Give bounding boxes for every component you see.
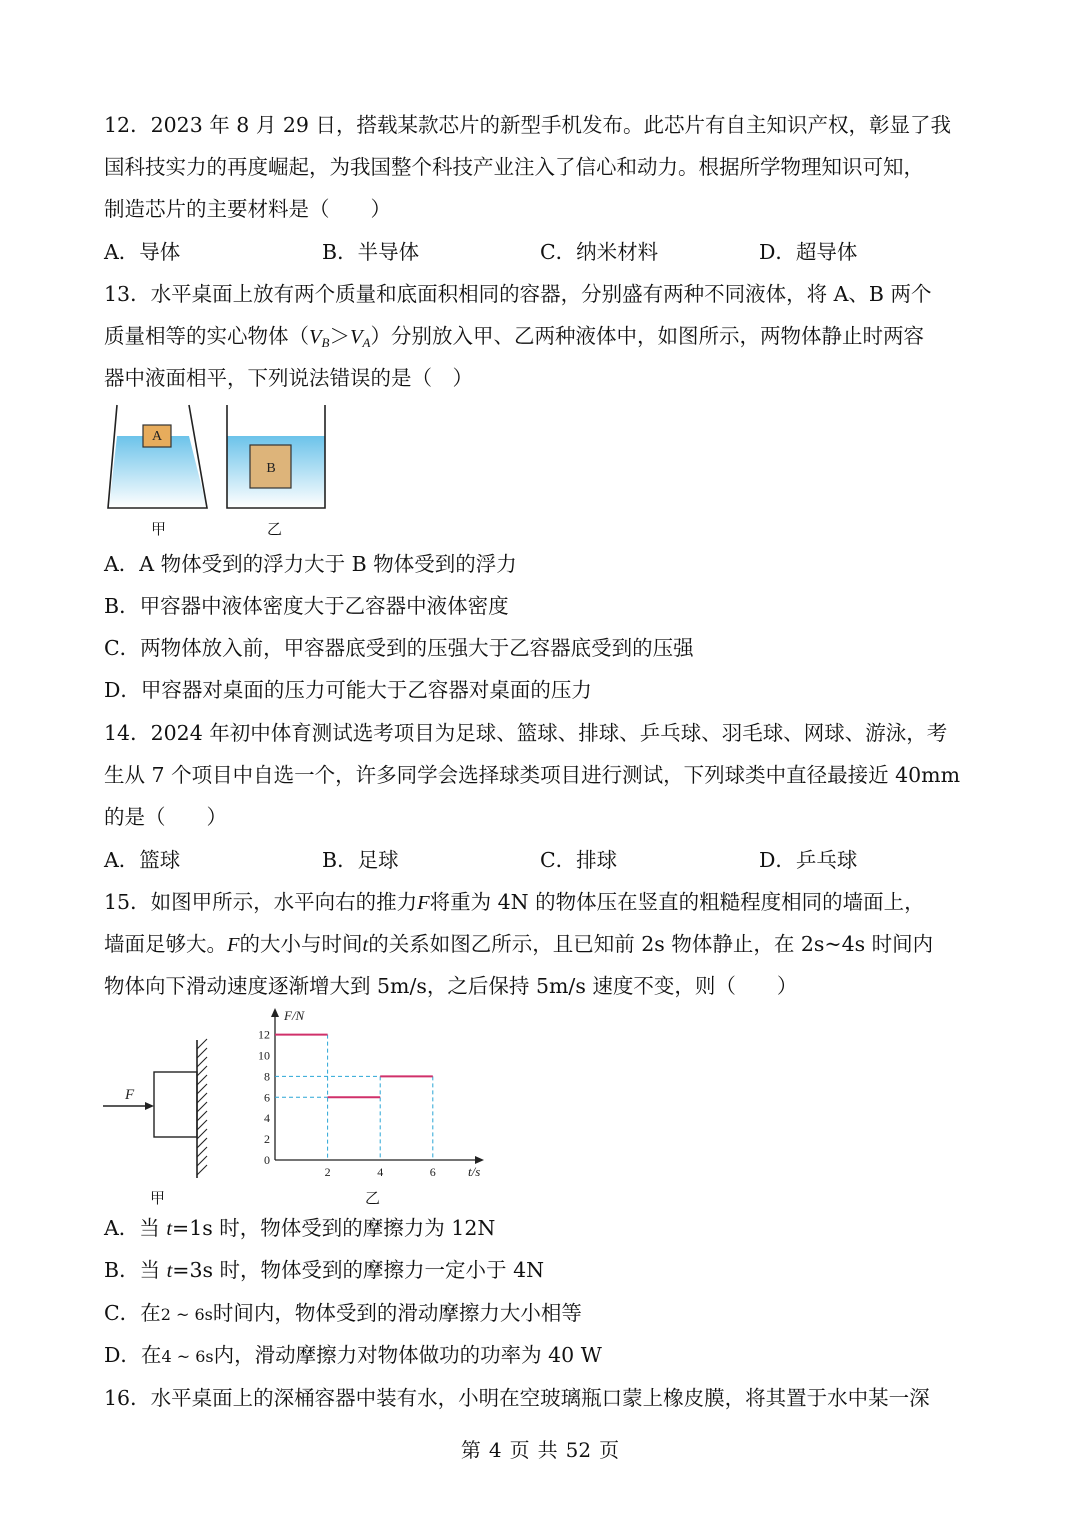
- y-tick-label: 0: [264, 1153, 270, 1167]
- y-tick-label: 10: [258, 1048, 270, 1063]
- q14-line-3: 的是（ ）: [104, 805, 227, 829]
- q12-option-a: A．导体: [104, 240, 181, 264]
- q15-option-a: A．当 t=1s 时，物体受到的摩擦力为 12N: [104, 1216, 496, 1240]
- q12-option-c: C．纳米材料: [540, 240, 659, 264]
- q14-options: [104, 847, 984, 873]
- x-tick-label: 4: [377, 1165, 384, 1179]
- q13-option-c: C．两物体放入前，甲容器底受到的压强大于乙容器底受到的压强: [104, 636, 694, 660]
- y-axis-label: F/N: [284, 1008, 305, 1023]
- q15-figure-label-jia: 甲: [150, 1189, 166, 1207]
- q14-option-d: D．乒乓球: [759, 848, 858, 872]
- wall-hatching: [197, 1039, 207, 1175]
- q13-line-3: 器中液面相平，下列说法错误的是（ ）: [104, 366, 473, 390]
- x-axis-label: t/s: [468, 1164, 481, 1179]
- q15-line-3: 物体向下滑动速度逐渐增大到 5m/s，之后保持 5m/s 速度不变，则（ ）: [104, 974, 798, 998]
- q13-option-a: A．A 物体受到的浮力大于 B 物体受到的浮力: [104, 552, 517, 576]
- q15-figure-label-yi: 乙: [365, 1189, 381, 1207]
- x-axis-arrowhead: [475, 1156, 484, 1164]
- q13-line-1: 13．水平桌面上放有两个质量和底面积相同的容器，分别盛有两种不同液体，将 A、B 两个: [104, 282, 932, 306]
- y-tick-label: 2: [264, 1132, 270, 1147]
- q14-line-1: 14．2024 年初中体育测试选考项目为足球、篮球、排球、乒乓球、羽毛球、网球、游泳，考: [104, 721, 948, 745]
- q15-option-d: D．在4 ~ 6s内，滑动摩擦力对物体做功的功率为 40 W: [104, 1343, 602, 1367]
- x-tick-label: 6: [429, 1165, 436, 1179]
- q15-line-2: 墙面足够大。F的大小与时间t的关系如图乙所示，且已知前 2s 物体静止，在 2s~4s 时间内: [104, 932, 934, 956]
- q13-line-2: 质量相等的实心物体$(V_B>V_A)$分别放入甲、乙两种液体中，如图所示，两物体静止时两容: [104, 324, 924, 350]
- q12-option-b: B．半导体: [322, 240, 420, 264]
- q13-figure-label-yi: 乙: [267, 520, 283, 538]
- block-a-label: A: [151, 429, 163, 444]
- q13-figure: [100, 400, 340, 540]
- block: [154, 1072, 197, 1137]
- q13-option-d: D．甲容器对桌面的压力可能大于乙容器对桌面的压力: [104, 678, 592, 702]
- force-arrowhead: [145, 1102, 154, 1110]
- y-tick-label: 8: [264, 1069, 270, 1084]
- page-footer: 第 4 页 共 52 页: [460, 1438, 620, 1462]
- q12-line-1: 12．2023 年 8 月 29 日，搭载某款芯片的新型手机发布。此芯片有自主知识产权，彰显了我: [104, 113, 951, 137]
- q14-option-a: A．篮球: [104, 848, 181, 872]
- q14-option-c: C．排球: [540, 848, 618, 872]
- q13-figure-label-jia: 甲: [151, 520, 167, 538]
- y-tick-label: 4: [264, 1111, 270, 1126]
- x-tick-label: 2: [324, 1165, 331, 1179]
- q13-option-b: B．甲容器中液体密度大于乙容器中液体密度: [104, 594, 509, 618]
- q12-line-2: 国科技实力的再度崛起，为我国整个科技产业注入了信心和动力。根据所学物理知识可知，: [104, 155, 924, 179]
- q14-option-b: B．足球: [322, 848, 399, 872]
- q15-figure-jia: [100, 1035, 220, 1185]
- q12-options: [104, 239, 984, 265]
- q16-line-1: 16．水平桌面上的深桶容器中装有水，小明在空玻璃瓶口蒙上橡皮膜，将其置于水中某一深: [104, 1386, 930, 1410]
- block-b-label: B: [266, 461, 276, 476]
- q15-figure-chart: [240, 1005, 500, 1185]
- q15-option-b: B．当 t=3s 时，物体受到的摩擦力一定小于 4N: [104, 1258, 545, 1282]
- y-axis-arrowhead: [271, 1008, 279, 1017]
- q15-option-c: C．在2 ~ 6s时间内，物体受到的滑动摩擦力大小相等: [104, 1301, 582, 1325]
- y-tick-label: 12: [258, 1027, 270, 1042]
- q12-option-d: D．超导体: [759, 240, 858, 264]
- y-tick-label: 6: [264, 1090, 270, 1105]
- force-label: F: [125, 1087, 135, 1103]
- q12-line-3: 制造芯片的主要材料是（ ）: [104, 197, 391, 221]
- q15-line-1: 15．如图甲所示，水平向右的推力F将重为 4N 的物体压在竖直的粗糙程度相同的墙面上，: [104, 890, 925, 914]
- q14-line-2: 生从 7 个项目中自选一个，许多同学会选择球类项目进行测试，下列球类中直径最接近 40mm: [104, 763, 961, 787]
